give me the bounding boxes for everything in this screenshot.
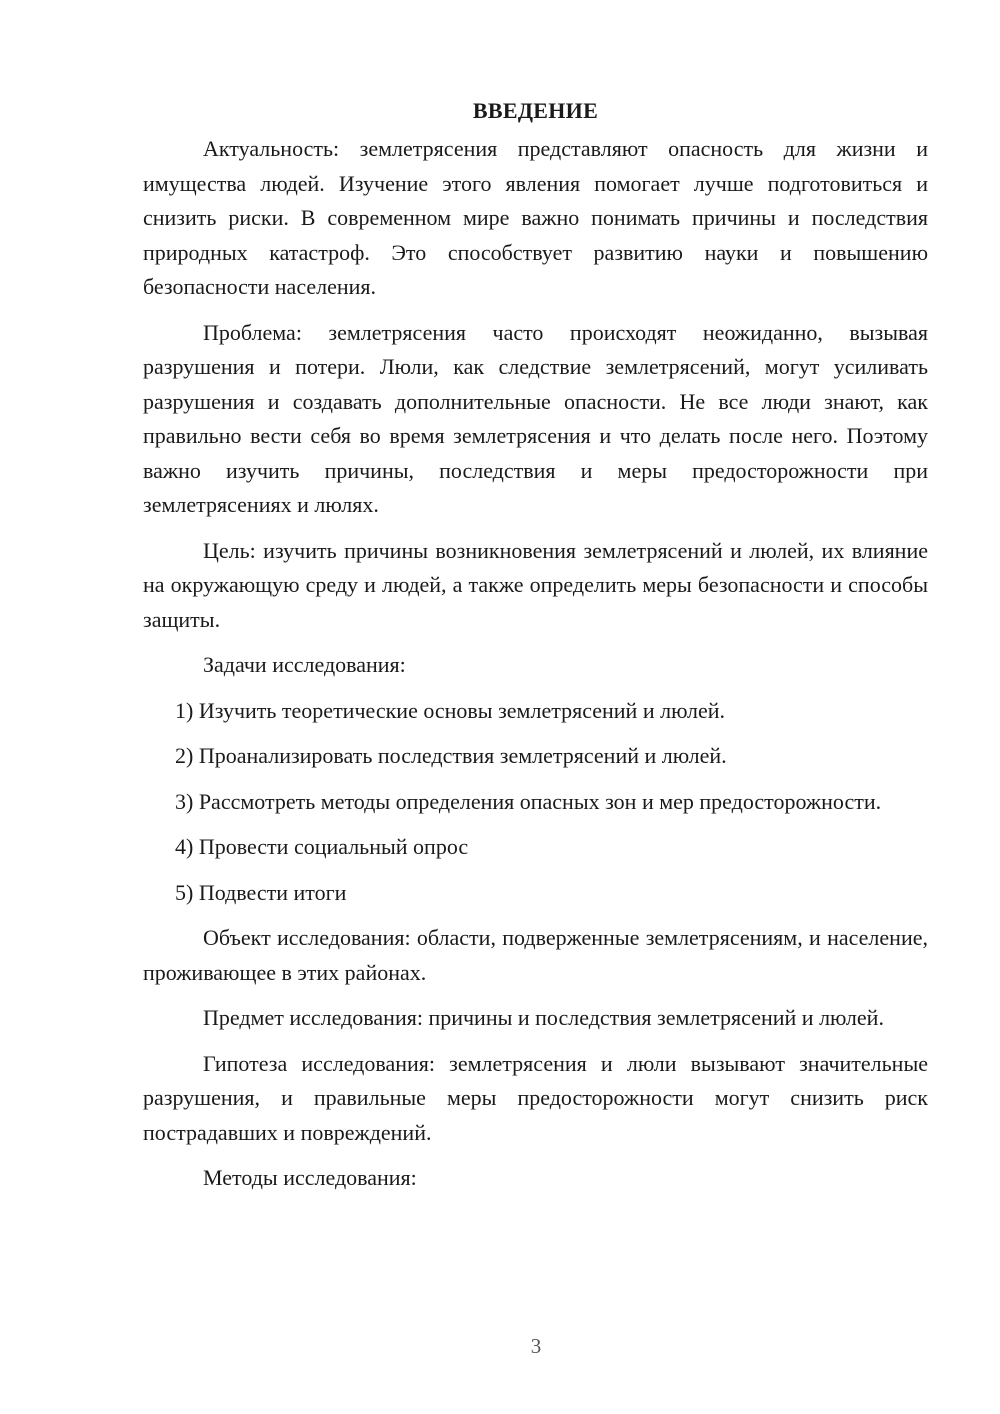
page-number: 3 [530,1334,542,1358]
task-item-2: 2) Проанализировать последствия землетрясений и люлей. [175,743,727,768]
task-item-1: 1) Изучить теоретические основы землетрясений и люлей. [175,697,725,723]
task-item-5: 5) Подвести итоги [175,879,347,905]
relevance-paragraph: Актуальность: землетрясения представляют опасность для жизни и имущества людей. Изучение этого явления помогает лучше подготовиться и снизить риски. В современном мире важно понимать причины и последствия природных катастроф. Это способствует развитию науки и повышению безопасности населения. [143,136,928,299]
problem-paragraph: Проблема: землетрясения часто происходят неожиданно, вызывая разрушения и потери. Люли, как следствие землетрясений, могут усиливать разрушения и создавать дополнительные опасности. Не все люди знают, как правильно вести себя во время землетрясения и что делать после него. Поэтому важно изучить причины, последствия и меры предосторожности при землетрясениях и люлях. [143,319,928,517]
page-content [143,94,928,1207]
subject-paragraph: Предмет исследования: причины и последствия землетрясений и люлей. [203,1005,884,1030]
task-item-3: 3) Рассмотреть методы определения опасных зон и мер предосторожности. [175,788,882,814]
section-title: ВВЕДЕНИЕ [472,98,599,123]
tasks-heading: Задачи исследования: [203,652,406,677]
goal-paragraph: Цель: изучить причины возникновения землетрясений и люлей, их влияние на окружающую среду и людей, а также определить меры безопасности и способы защиты. [143,537,928,632]
task-item-4: 4) Провести социальный опрос [175,834,469,859]
object-paragraph: Объект исследования: области, подверженные землетрясениям, и население, проживающее в этих районах. [143,925,928,985]
hypothesis-paragraph: Гипотеза исследования: землетрясения и люли вызывают значительные разрушения, и правильные меры предосторожности могут снизить риск пострадавших и повреждений. [143,1050,928,1145]
methods-heading: Методы исследования: [203,1165,417,1190]
